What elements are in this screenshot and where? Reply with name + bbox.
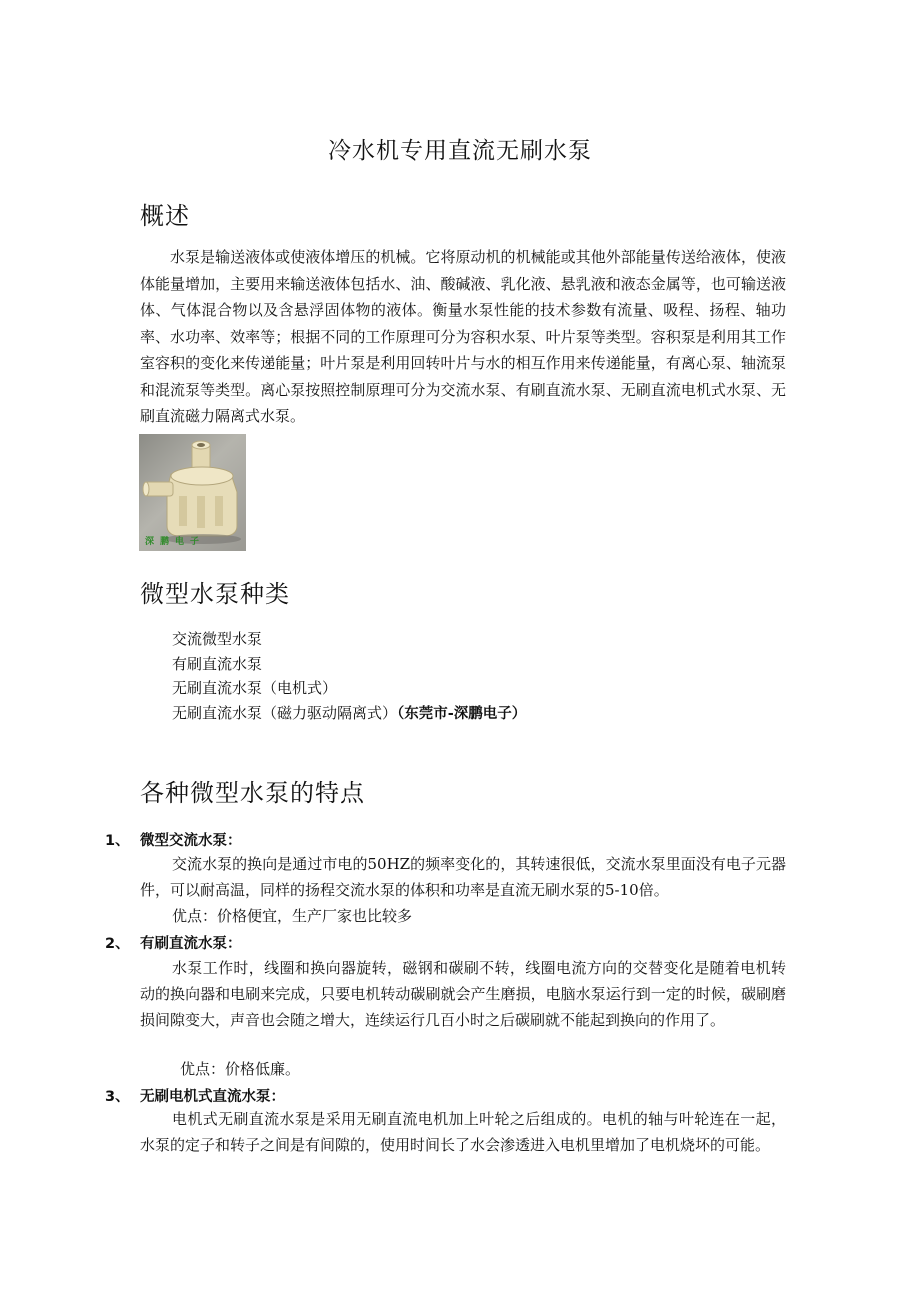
section-pros: 优点：价格便宜，生产厂家也比较多 [172,907,413,925]
document-title: 冷水机专用直流无刷水泵 [328,138,592,164]
pump-types-list [172,627,526,725]
section-heading [105,932,242,953]
list-item: 交流微型水泵 [172,630,263,648]
overview-heading: 概述 [140,202,190,230]
list-item: 有刷直流水泵 [172,654,263,673]
section-title: 微型交流水泵： [140,833,242,849]
section-title: 有刷直流水泵： [140,936,242,952]
section-body: 水泵工作时，线圈和换向器旋转，磁钢和碳刷不转，线圈电流方向的交替变化是随着电机转动的换向器和电刷来完成，只要电机转动碳刷就会产生磨损，电脑水泵运行到一定的时候，碳刷磨损间隙变大，声音也会随之增大，连续运行几百小时之后碳刷就不能起到换向的作用了。 [140,959,786,1029]
list-item-text: 无刷直流水泵（磁力驱动隔离式） [172,703,398,722]
section-pros: 优点：价格低廉。 [180,1060,301,1078]
section-heading [105,829,242,850]
company-highlight: （东莞市-深鹏电子） [397,705,527,722]
section-heading [105,1085,285,1106]
section-number: 2、 [105,936,130,952]
list-item [172,701,526,726]
features-heading: 各种微型水泵的特点 [140,779,365,807]
section-title: 无刷电机式直流水泵： [140,1089,285,1105]
section-body: 电机式无刷直流水泵是采用无刷直流电机加上叶轮之后组成的。电机的轴与叶轮连在一起，水泵的定子和转子之间是有间隙的，使用时间长了水会渗透进入电机里增加了电机烧坏的可能。 [140,1110,786,1154]
water-pump-photo [139,434,246,551]
section-body: 交流水泵的换向是通过市电的50HZ的频率变化的，其转速很低，交流水泵里面没有电子元器件，可以耐高温，同样的扬程交流水泵的体积和功率是直流无刷水泵的5-10倍。 [140,855,786,899]
list-item: 无刷直流水泵（电机式） [172,679,338,697]
section-number: 1、 [105,833,130,849]
overview-paragraph: 水泵是输送液体或使液体增压的机械。它将原动机的机械能或其他外部能量传送给液体，使液体能量增加，主要用来输送液体包括水、油、酸碱液、乳化液、悬乳液和液态金属等，也可输送液体、气体混合物以及含悬浮固体物的液体。衡量水泵性能的技术参数有流量、吸程、扬程、轴功率、水功率、效率等；根据不同的工作原理可分为容积水泵、叶片泵等类型。容积泵是利用其工作室容积的变化来传递能量；叶片泵是利用回转叶片与水的相互作用来传递能量，有离心泵、轴流泵和混流泵等类型。离心泵按照控制原理可分为交流水泵、有刷直流水泵、无刷直流电机式水泵、无刷直流磁力隔离式水泵。 [140,248,786,425]
photo-watermark: 深鹏电子 [145,537,206,547]
section-number: 3、 [105,1089,130,1105]
types-heading: 微型水泵种类 [140,580,290,608]
